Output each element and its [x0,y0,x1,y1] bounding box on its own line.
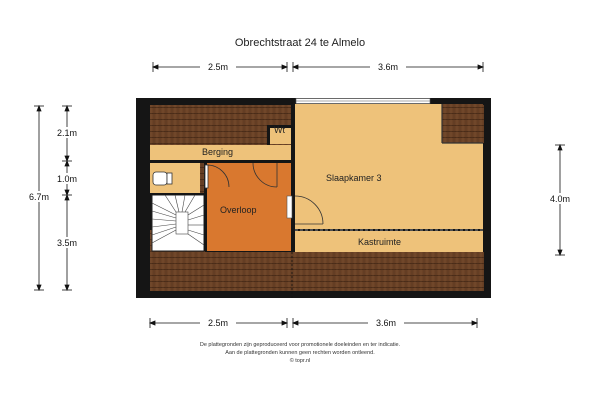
room-label-overloop: Overloop [220,205,257,215]
dim-right: 4.0m [549,194,571,204]
stairs [152,195,204,251]
roof-in-slaapkamer [442,104,483,143]
dim-top-right: 3.6m [377,62,399,72]
footer-copyright: © topr.nl [289,358,311,364]
page-title: Obrechtstraat 24 te Almelo [234,37,366,49]
dim-left-lower: 3.5m [56,238,78,248]
footer-disclaimer-1: De plattegronden zijn geproduceerd voor promotionele doeleinden en ter indicatie. [199,342,401,348]
toilet-icon [153,172,167,185]
room-label-slaapkamer: Slaapkamer 3 [326,173,382,183]
dim-left-middle: 1.0m [56,174,78,184]
dim-bottom-right: 3.6m [375,318,397,328]
roof-bottom [150,252,484,291]
dim-top-left: 2.5m [207,62,229,72]
dim-left-upper: 2.1m [56,128,78,138]
dim-left-total: 6.7m [28,192,50,202]
room-label-kastruimte: Kastruimte [358,237,402,247]
dim-bottom-left: 2.5m [207,318,229,328]
room-label-berging: Berging [202,147,234,157]
room-label-wt: Wt [274,125,285,135]
footer-disclaimer-2: Aan de plattegronden kunnen geen rechten worden ontleend. [225,350,375,356]
